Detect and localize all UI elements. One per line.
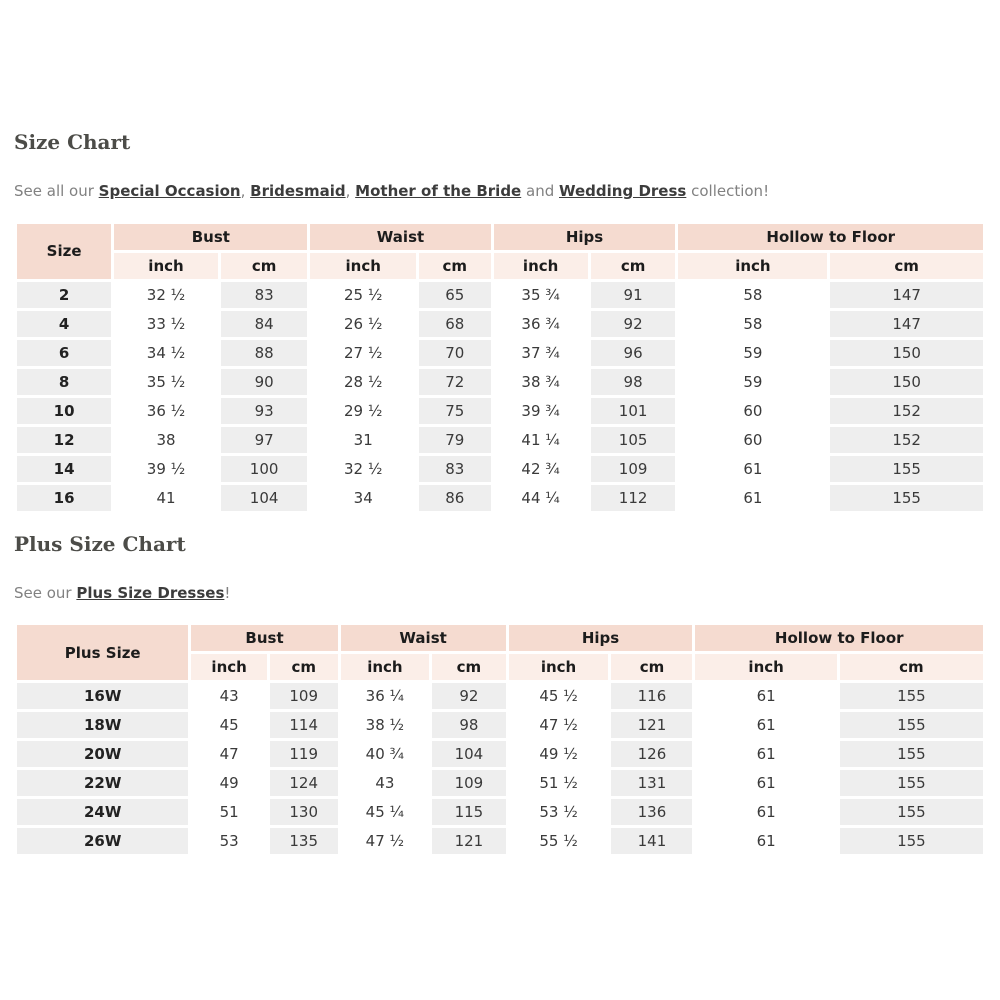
unit-header-inch: inch xyxy=(114,253,218,279)
measurement-cell: 135 xyxy=(270,828,338,854)
measurement-cell: 59 xyxy=(678,340,827,366)
measurement-cell: 41 xyxy=(114,485,218,511)
measurement-cell: 105 xyxy=(591,427,676,453)
measurement-cell: 47 xyxy=(191,741,266,767)
measurement-cell: 70 xyxy=(419,340,491,366)
size-cell: 20W xyxy=(17,741,188,767)
unit-header-cm: cm xyxy=(830,253,983,279)
measurement-cell: 84 xyxy=(221,311,308,337)
size-chart-intro xyxy=(14,182,986,202)
measurement-cell: 45 xyxy=(191,712,266,738)
table-row xyxy=(17,398,983,424)
unit-header-cm: cm xyxy=(432,654,505,680)
measurement-cell: 61 xyxy=(695,712,836,738)
intro-separator: , xyxy=(240,182,251,200)
column-header-plus-size: Plus Size xyxy=(17,625,188,680)
unit-header-inch: inch xyxy=(695,654,836,680)
size-cell: 8 xyxy=(17,369,111,395)
size-cell: 16W xyxy=(17,683,188,709)
measurement-cell: 36 ¼ xyxy=(341,683,430,709)
measurement-cell: 155 xyxy=(840,712,983,738)
measurement-cell: 72 xyxy=(419,369,491,395)
table-row xyxy=(17,456,983,482)
unit-header-inch: inch xyxy=(341,654,430,680)
measurement-cell: 58 xyxy=(678,282,827,308)
measurement-cell: 100 xyxy=(221,456,308,482)
plus-size-chart-table xyxy=(14,622,986,857)
unit-header-cm: cm xyxy=(419,253,491,279)
measurement-cell: 79 xyxy=(419,427,491,453)
size-cell: 6 xyxy=(17,340,111,366)
measurement-cell: 88 xyxy=(221,340,308,366)
column-header-hollow-to-floor: Hollow to Floor xyxy=(678,224,983,250)
measurement-cell: 38 ¾ xyxy=(494,369,588,395)
measurement-cell: 155 xyxy=(840,799,983,825)
measurement-cell: 90 xyxy=(221,369,308,395)
measurement-cell: 68 xyxy=(419,311,491,337)
table-row xyxy=(17,741,983,767)
measurement-cell: 130 xyxy=(270,799,338,825)
intro-separator: , xyxy=(345,182,356,200)
measurement-cell: 114 xyxy=(270,712,338,738)
measurement-cell: 147 xyxy=(830,282,983,308)
measurement-cell: 96 xyxy=(591,340,676,366)
measurement-cell: 101 xyxy=(591,398,676,424)
measurement-cell: 152 xyxy=(830,398,983,424)
measurement-cell: 92 xyxy=(591,311,676,337)
measurement-cell: 61 xyxy=(695,741,836,767)
table-row xyxy=(17,427,983,453)
wedding-dress-link[interactable]: Wedding Dress xyxy=(559,182,687,200)
measurement-cell: 126 xyxy=(611,741,692,767)
measurement-cell: 32 ½ xyxy=(114,282,218,308)
intro-text: ! xyxy=(224,583,231,602)
size-chart-table xyxy=(14,221,986,514)
measurement-cell: 33 ½ xyxy=(114,311,218,337)
measurement-cell: 44 ¼ xyxy=(494,485,588,511)
measurement-cell: 109 xyxy=(591,456,676,482)
measurement-cell: 115 xyxy=(432,799,505,825)
size-cell: 16 xyxy=(17,485,111,511)
measurement-cell: 136 xyxy=(611,799,692,825)
measurement-cell: 43 xyxy=(191,683,266,709)
measurement-cell: 152 xyxy=(830,427,983,453)
measurement-cell: 98 xyxy=(432,712,505,738)
unit-header-row xyxy=(17,253,983,279)
size-cell: 12 xyxy=(17,427,111,453)
measurement-cell: 55 ½ xyxy=(509,828,609,854)
measurement-cell: 38 xyxy=(114,427,218,453)
measurement-cell: 131 xyxy=(611,770,692,796)
measurement-cell: 39 ¾ xyxy=(494,398,588,424)
table-row xyxy=(17,311,983,337)
table-row xyxy=(17,799,983,825)
measurement-cell: 29 ½ xyxy=(310,398,416,424)
measurement-cell: 60 xyxy=(678,427,827,453)
measurement-cell: 39 ½ xyxy=(114,456,218,482)
measurement-cell: 98 xyxy=(591,369,676,395)
measurement-cell: 83 xyxy=(221,282,308,308)
measurement-cell: 124 xyxy=(270,770,338,796)
unit-header-cm: cm xyxy=(611,654,692,680)
measurement-cell: 34 ½ xyxy=(114,340,218,366)
measurement-cell: 97 xyxy=(221,427,308,453)
column-header-hollow-to-floor: Hollow to Floor xyxy=(695,625,983,651)
measurement-cell: 121 xyxy=(432,828,505,854)
size-cell: 26W xyxy=(17,828,188,854)
measurement-cell: 53 ½ xyxy=(509,799,609,825)
measurement-cell: 116 xyxy=(611,683,692,709)
measurement-cell: 59 xyxy=(678,369,827,395)
intro-text: collection! xyxy=(686,182,770,200)
measurement-cell: 40 ¾ xyxy=(341,741,430,767)
measurement-cell: 27 ½ xyxy=(310,340,416,366)
special-occasion-link[interactable]: Special Occasion xyxy=(98,182,241,200)
unit-header-cm: cm xyxy=(221,253,308,279)
measurement-cell: 31 xyxy=(310,427,416,453)
measurement-cell: 119 xyxy=(270,741,338,767)
measurement-cell: 109 xyxy=(270,683,338,709)
unit-header-inch: inch xyxy=(494,253,588,279)
plus-size-chart-heading: Plus Size Chart xyxy=(14,531,186,556)
intro-text: See all our xyxy=(14,182,99,200)
group-header-row xyxy=(17,224,983,250)
plus-size-chart-intro xyxy=(14,584,986,604)
table-row xyxy=(17,369,983,395)
measurement-cell: 150 xyxy=(830,369,983,395)
measurement-cell: 38 ½ xyxy=(341,712,430,738)
intro-text: See our xyxy=(14,583,77,602)
measurement-cell: 37 ¾ xyxy=(494,340,588,366)
unit-header-cm: cm xyxy=(591,253,676,279)
measurement-cell: 155 xyxy=(840,683,983,709)
measurement-cell: 155 xyxy=(840,741,983,767)
size-cell: 14 xyxy=(17,456,111,482)
measurement-cell: 112 xyxy=(591,485,676,511)
measurement-cell: 121 xyxy=(611,712,692,738)
measurement-cell: 41 ¼ xyxy=(494,427,588,453)
size-cell: 10 xyxy=(17,398,111,424)
size-cell: 24W xyxy=(17,799,188,825)
measurement-cell: 36 ½ xyxy=(114,398,218,424)
measurement-cell: 155 xyxy=(840,770,983,796)
measurement-cell: 155 xyxy=(830,485,983,511)
measurement-cell: 53 xyxy=(191,828,266,854)
measurement-cell: 34 xyxy=(310,485,416,511)
measurement-cell: 141 xyxy=(611,828,692,854)
table-row xyxy=(17,712,983,738)
measurement-cell: 47 ½ xyxy=(509,712,609,738)
measurement-cell: 61 xyxy=(678,456,827,482)
measurement-cell: 61 xyxy=(695,828,836,854)
measurement-cell: 147 xyxy=(830,311,983,337)
measurement-cell: 45 ½ xyxy=(509,683,609,709)
intro-separator: and xyxy=(521,182,559,200)
size-cell: 4 xyxy=(17,311,111,337)
measurement-cell: 32 ½ xyxy=(310,456,416,482)
measurement-cell: 109 xyxy=(432,770,505,796)
size-chart-heading: Size Chart xyxy=(14,130,131,154)
measurement-cell: 91 xyxy=(591,282,676,308)
column-header-hips: Hips xyxy=(494,224,676,250)
measurement-cell: 42 ¾ xyxy=(494,456,588,482)
column-header-waist: Waist xyxy=(310,224,490,250)
unit-header-inch: inch xyxy=(191,654,266,680)
measurement-cell: 83 xyxy=(419,456,491,482)
measurement-cell: 150 xyxy=(830,340,983,366)
measurement-cell: 61 xyxy=(678,485,827,511)
measurement-cell: 92 xyxy=(432,683,505,709)
bridesmaid-link[interactable]: Bridesmaid xyxy=(250,182,346,200)
measurement-cell: 49 ½ xyxy=(509,741,609,767)
unit-header-cm: cm xyxy=(270,654,338,680)
column-header-waist: Waist xyxy=(341,625,506,651)
measurement-cell: 155 xyxy=(830,456,983,482)
column-header-bust: Bust xyxy=(114,224,307,250)
table-row xyxy=(17,683,983,709)
measurement-cell: 104 xyxy=(221,485,308,511)
column-header-bust: Bust xyxy=(191,625,337,651)
measurement-cell: 28 ½ xyxy=(310,369,416,395)
measurement-cell: 26 ½ xyxy=(310,311,416,337)
table-row xyxy=(17,340,983,366)
group-header-row xyxy=(17,625,983,651)
measurement-cell: 86 xyxy=(419,485,491,511)
size-cell: 22W xyxy=(17,770,188,796)
measurement-cell: 58 xyxy=(678,311,827,337)
measurement-cell: 43 xyxy=(341,770,430,796)
size-cell: 18W xyxy=(17,712,188,738)
measurement-cell: 75 xyxy=(419,398,491,424)
plus-size-dresses-link[interactable]: Plus Size Dresses xyxy=(76,583,225,602)
measurement-cell: 155 xyxy=(840,828,983,854)
measurement-cell: 47 ½ xyxy=(341,828,430,854)
measurement-cell: 51 ½ xyxy=(509,770,609,796)
unit-header-inch: inch xyxy=(310,253,416,279)
unit-header-inch: inch xyxy=(678,253,827,279)
measurement-cell: 51 xyxy=(191,799,266,825)
mother-of-the-bride-link[interactable]: Mother of the Bride xyxy=(355,182,522,200)
column-header-size: Size xyxy=(17,224,111,279)
measurement-cell: 36 ¾ xyxy=(494,311,588,337)
measurement-cell: 93 xyxy=(221,398,308,424)
table-row xyxy=(17,485,983,511)
table-row xyxy=(17,828,983,854)
measurement-cell: 60 xyxy=(678,398,827,424)
measurement-cell: 61 xyxy=(695,683,836,709)
size-cell: 2 xyxy=(17,282,111,308)
measurement-cell: 45 ¼ xyxy=(341,799,430,825)
table-row xyxy=(17,770,983,796)
unit-header-inch: inch xyxy=(509,654,609,680)
measurement-cell: 61 xyxy=(695,770,836,796)
measurement-cell: 61 xyxy=(695,799,836,825)
table-row xyxy=(17,282,983,308)
measurement-cell: 35 ¾ xyxy=(494,282,588,308)
column-header-hips: Hips xyxy=(509,625,693,651)
measurement-cell: 35 ½ xyxy=(114,369,218,395)
measurement-cell: 104 xyxy=(432,741,505,767)
measurement-cell: 65 xyxy=(419,282,491,308)
measurement-cell: 49 xyxy=(191,770,266,796)
measurement-cell: 25 ½ xyxy=(310,282,416,308)
unit-header-cm: cm xyxy=(840,654,983,680)
